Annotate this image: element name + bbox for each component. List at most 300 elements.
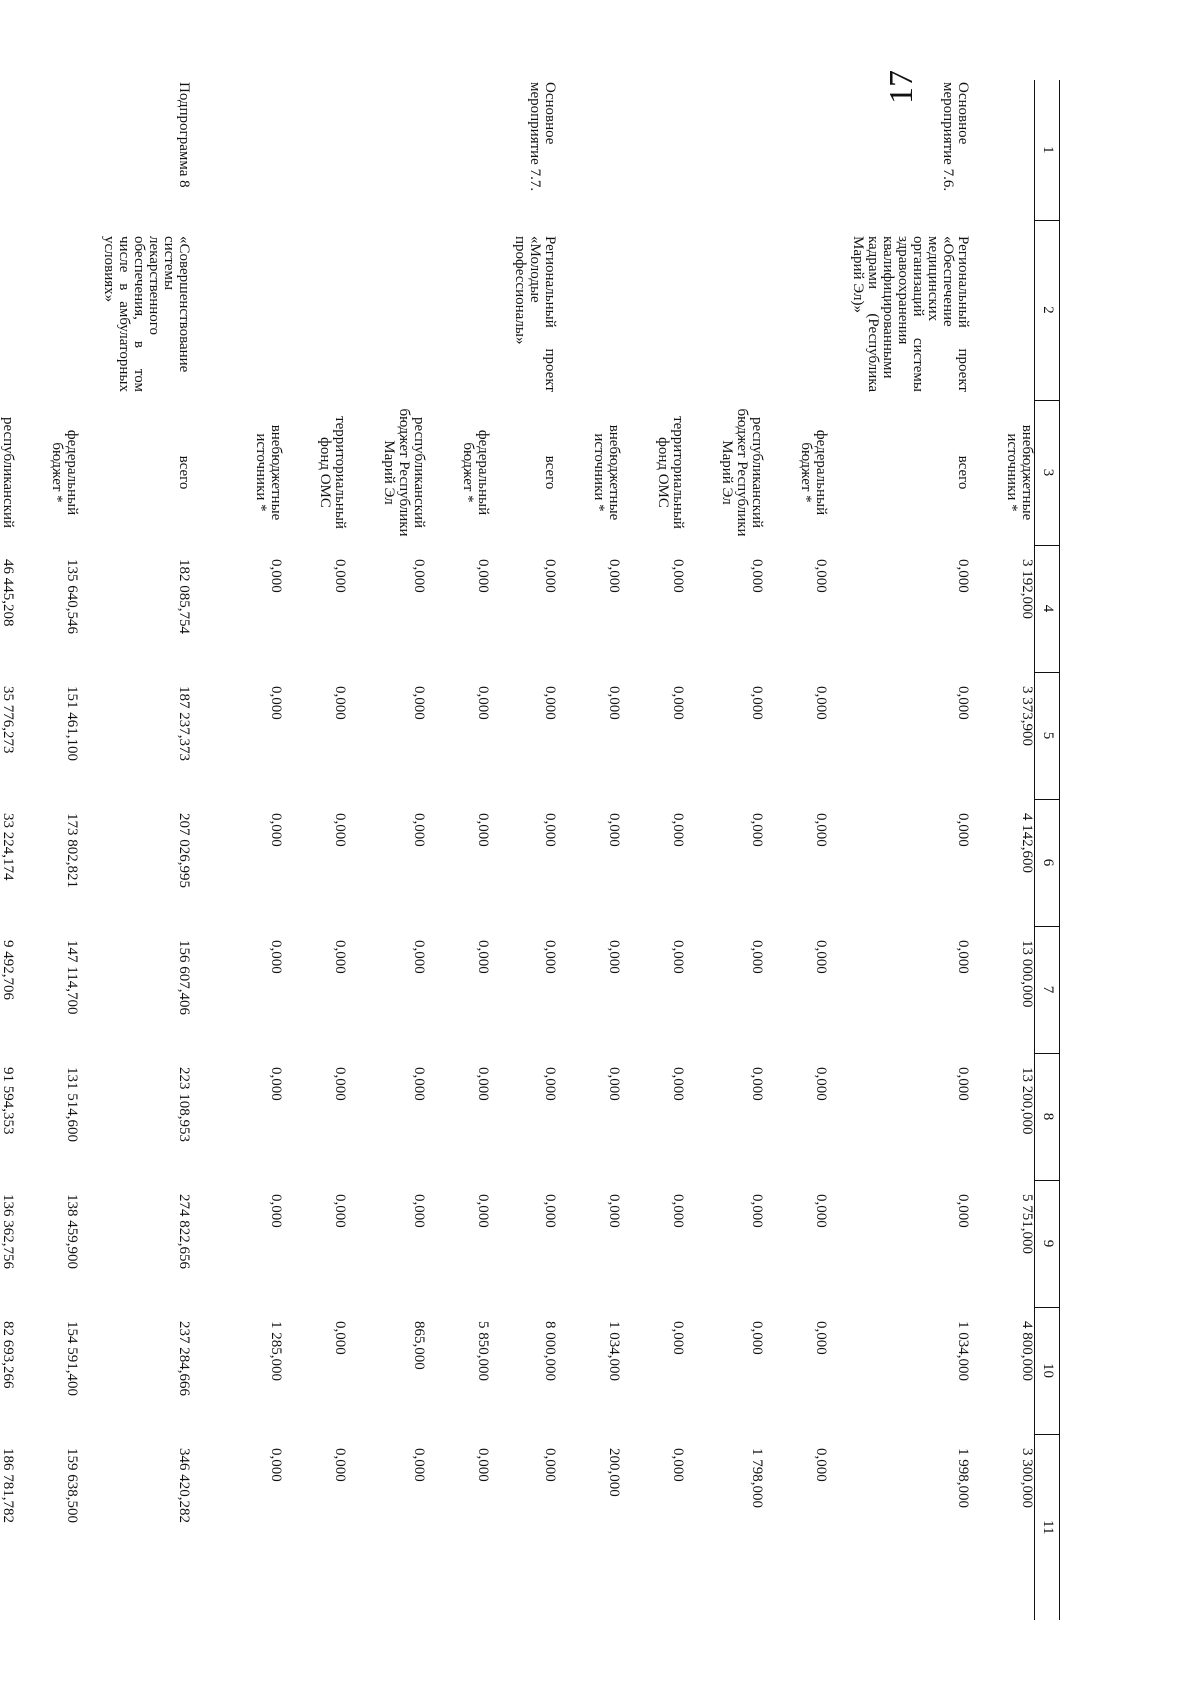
value-col-10: 0,000 — [813, 1321, 829, 1355]
value-col-4: 0,000 — [268, 559, 284, 593]
value-col-11: 3 300,000 — [1019, 1448, 1035, 1508]
value-col-4: 0,000 — [411, 559, 427, 593]
page-number: 17 — [883, 70, 920, 104]
value-col-9: 0,000 — [670, 1194, 686, 1228]
funding-source: федеральный бюджет * — [798, 429, 829, 516]
spacer-cell — [490, 80, 512, 220]
value-col-11: 0,000 — [268, 1448, 284, 1482]
value-col-7: 0,000 — [606, 940, 622, 974]
event-name — [719, 80, 764, 220]
spacer-cell — [426, 1180, 460, 1307]
spacer-cell — [283, 672, 317, 799]
column-header-5: 5 — [1035, 672, 1060, 799]
value-col-8: 223 108,953 — [176, 1067, 192, 1142]
value-col-9: 136 362,756 — [0, 1194, 16, 1269]
spacer-cell — [347, 672, 381, 799]
event-name — [798, 80, 828, 220]
funding-source: территориальный фонд ОМС — [655, 416, 686, 529]
spacer-cell — [621, 926, 655, 1053]
spacer-cell — [347, 220, 381, 400]
value-col-8: 0,000 — [606, 1067, 622, 1101]
value-col-6: 0,000 — [268, 813, 284, 847]
value-col-10: 1 285,000 — [268, 1321, 284, 1381]
spacer-cell — [970, 220, 1004, 400]
value-col-7: 0,000 — [475, 940, 491, 974]
event-name — [1004, 80, 1035, 220]
value-col-7: 13 000,000 — [1019, 940, 1035, 1008]
spacer-cell — [347, 926, 381, 1053]
funding-source: всего — [542, 455, 558, 490]
value-col-6: 0,000 — [332, 813, 348, 847]
spacer-cell — [79, 80, 101, 220]
spacer-cell — [621, 1180, 655, 1307]
spacer-cell — [970, 400, 1004, 545]
funding-source: всего — [176, 455, 192, 490]
value-col-9: 0,000 — [542, 1194, 558, 1228]
spacer-cell — [621, 545, 655, 672]
spacer-cell — [490, 1434, 512, 1620]
value-col-10: 237 284,666 — [176, 1321, 192, 1396]
table-row — [850, 80, 970, 1620]
event-name — [253, 80, 283, 220]
spacer-cell — [191, 1434, 253, 1620]
table-row — [317, 80, 347, 1620]
row-spacer — [15, 80, 49, 1620]
spacer-cell — [283, 1053, 317, 1180]
value-col-8: 0,000 — [411, 1067, 427, 1101]
spacer-cell — [79, 220, 101, 400]
row-spacer — [191, 80, 253, 1620]
event-name — [655, 80, 685, 220]
row-spacer — [347, 80, 381, 1620]
value-col-10: 1 034,000 — [955, 1321, 971, 1381]
value-col-4: 182 085,754 — [176, 559, 192, 634]
value-col-8: 0,000 — [749, 1067, 765, 1101]
spacer-cell — [79, 672, 101, 799]
value-col-6: 0,000 — [749, 813, 765, 847]
value-col-5: 0,000 — [955, 686, 971, 720]
value-col-11: 1 798,000 — [749, 1448, 765, 1508]
program-name: Региональный проект «Обеспечение медицинских организаций системы здравоохранения квалифицированными кадрами (Республика Марий Эл)» — [850, 236, 971, 392]
value-col-11: 200,000 — [606, 1448, 622, 1497]
spacer-cell — [79, 400, 101, 545]
value-col-7: 0,000 — [268, 940, 284, 974]
value-col-6: 4 142,600 — [1019, 813, 1035, 873]
spacer-cell — [490, 1180, 512, 1307]
value-col-8: 0,000 — [475, 1067, 491, 1101]
value-col-9: 0,000 — [332, 1194, 348, 1228]
spacer-cell — [970, 799, 1004, 926]
spacer-cell — [191, 400, 253, 545]
spacer-cell — [426, 545, 460, 672]
program-name — [719, 220, 764, 400]
column-header-11: 11 — [1035, 1434, 1060, 1620]
table-row — [253, 80, 283, 1620]
value-col-4: 3 192,000 — [1019, 559, 1035, 619]
value-col-4: 0,000 — [332, 559, 348, 593]
program-name — [253, 220, 283, 400]
spacer-cell — [621, 799, 655, 926]
value-col-4: 0,000 — [749, 559, 765, 593]
value-col-7: 0,000 — [670, 940, 686, 974]
table-row — [655, 80, 685, 1620]
spacer-cell — [283, 400, 317, 545]
spacer-cell — [426, 1053, 460, 1180]
value-col-10: 82 693,266 — [0, 1321, 16, 1389]
event-name — [591, 80, 621, 220]
spacer-cell — [283, 80, 317, 220]
column-header-1: 1 — [1035, 80, 1060, 220]
spacer-cell — [191, 799, 253, 926]
spacer-cell — [15, 545, 49, 672]
spacer-cell — [557, 672, 591, 799]
value-col-8: 131 514,600 — [64, 1067, 80, 1142]
value-col-6: 0,000 — [955, 813, 971, 847]
spacer-cell — [347, 400, 381, 545]
funding-source: федеральный бюджет * — [49, 429, 80, 516]
spacer-cell — [79, 1180, 101, 1307]
spacer-cell — [79, 1434, 101, 1620]
event-name — [381, 80, 426, 220]
spacer-cell — [828, 1307, 850, 1434]
value-col-8: 0,000 — [542, 1067, 558, 1101]
value-col-9: 138 459,900 — [64, 1194, 80, 1269]
value-col-11: 1 998,000 — [955, 1448, 971, 1508]
spacer-cell — [621, 220, 655, 400]
spacer-cell — [970, 1053, 1004, 1180]
value-col-5: 0,000 — [813, 686, 829, 720]
header-row — [1035, 80, 1060, 1620]
row-spacer — [685, 80, 719, 1620]
program-name — [1004, 220, 1035, 400]
spacer-cell — [621, 1053, 655, 1180]
column-header-10: 10 — [1035, 1307, 1060, 1434]
spacer-cell — [283, 1180, 317, 1307]
spacer-cell — [685, 1307, 719, 1434]
funding-source: республиканский бюджет Республики Марий Эл — [381, 408, 427, 537]
spacer-cell — [191, 80, 253, 220]
rotated-page — [0, 80, 1060, 1640]
value-col-10: 4 800,000 — [1019, 1321, 1035, 1381]
spacer-cell — [764, 799, 798, 926]
value-col-6: 33 224,174 — [0, 813, 16, 881]
value-col-9: 0,000 — [268, 1194, 284, 1228]
spacer-cell — [15, 1434, 49, 1620]
spacer-cell — [621, 1434, 655, 1620]
table-row — [1004, 80, 1035, 1620]
spacer-cell — [685, 799, 719, 926]
spacer-cell — [764, 1307, 798, 1434]
spacer-cell — [283, 799, 317, 926]
column-header-6: 6 — [1035, 799, 1060, 926]
spacer-cell — [970, 926, 1004, 1053]
value-col-7: 0,000 — [542, 940, 558, 974]
spacer-cell — [191, 220, 253, 400]
spacer-cell — [764, 545, 798, 672]
event-name — [317, 80, 347, 220]
value-col-5: 0,000 — [606, 686, 622, 720]
spacer-cell — [685, 926, 719, 1053]
value-col-4: 0,000 — [475, 559, 491, 593]
event-name — [460, 80, 490, 220]
spacer-cell — [15, 672, 49, 799]
value-col-7: 0,000 — [411, 940, 427, 974]
spacer-cell — [557, 545, 591, 672]
value-col-11: 346 420,282 — [176, 1448, 192, 1523]
value-col-7: 0,000 — [955, 940, 971, 974]
event-name — [0, 80, 15, 220]
column-header-3: 3 — [1035, 400, 1060, 545]
spacer-cell — [685, 1434, 719, 1620]
value-col-11: 0,000 — [332, 1448, 348, 1482]
value-col-11: 0,000 — [670, 1448, 686, 1482]
spacer-cell — [191, 545, 253, 672]
spacer-cell — [685, 80, 719, 220]
value-col-6: 0,000 — [475, 813, 491, 847]
spacer-cell — [347, 545, 381, 672]
spacer-cell — [828, 545, 850, 672]
value-col-10: 0,000 — [332, 1321, 348, 1355]
funding-source: внебюджетные источники * — [591, 424, 622, 521]
spacer-cell — [15, 1180, 49, 1307]
spacer-cell — [426, 672, 460, 799]
spacer-cell — [970, 1307, 1004, 1434]
row-spacer — [557, 80, 591, 1620]
table-row — [719, 80, 764, 1620]
spacer-cell — [426, 926, 460, 1053]
value-col-9: 0,000 — [606, 1194, 622, 1228]
spacer-cell — [191, 1307, 253, 1434]
column-header-7: 7 — [1035, 926, 1060, 1053]
row-spacer — [621, 80, 655, 1620]
event-name: Основное мероприятие 7.7. — [527, 82, 558, 192]
table-row — [460, 80, 490, 1620]
spacer-cell — [347, 799, 381, 926]
value-col-10: 865,000 — [411, 1321, 427, 1370]
column-header-8: 8 — [1035, 1053, 1060, 1180]
value-col-11: 0,000 — [542, 1448, 558, 1482]
value-col-8: 13 200,000 — [1019, 1067, 1035, 1135]
spacer-cell — [79, 545, 101, 672]
value-col-7: 147 114,700 — [64, 940, 80, 1015]
spacer-cell — [685, 672, 719, 799]
program-name — [0, 220, 15, 400]
value-col-10: 0,000 — [749, 1321, 765, 1355]
spacer-cell — [15, 1307, 49, 1434]
value-col-9: 0,000 — [813, 1194, 829, 1228]
spacer-cell — [970, 1434, 1004, 1620]
program-name — [655, 220, 685, 400]
value-col-7: 0,000 — [749, 940, 765, 974]
value-col-6: 207 026,995 — [176, 813, 192, 888]
table-row — [512, 80, 557, 1620]
value-col-4: 0,000 — [670, 559, 686, 593]
row-spacer — [828, 80, 850, 1620]
spacer-cell — [764, 1180, 798, 1307]
program-name — [381, 220, 426, 400]
spacer-cell — [828, 926, 850, 1053]
value-col-10: 154 591,400 — [64, 1321, 80, 1396]
spacer-cell — [283, 1307, 317, 1434]
row-spacer — [79, 80, 101, 1620]
value-col-5: 0,000 — [475, 686, 491, 720]
table-row — [0, 80, 15, 1620]
table-row — [101, 80, 191, 1620]
spacer-cell — [490, 545, 512, 672]
spacer-cell — [685, 400, 719, 545]
event-name — [49, 80, 79, 220]
column-header-9: 9 — [1035, 1180, 1060, 1307]
funding-source: республиканский — [0, 416, 16, 529]
row-spacer — [490, 80, 512, 1620]
value-col-5: 3 373,900 — [1019, 686, 1035, 746]
program-name — [591, 220, 621, 400]
spacer-cell — [191, 1180, 253, 1307]
table-row — [49, 80, 79, 1620]
program-name: «Совершенствование системы лекарственного обеспечения, в том числе в амбулаторных условиях» — [101, 236, 192, 392]
spacer-cell — [191, 672, 253, 799]
value-col-9: 5 751,000 — [1019, 1194, 1035, 1254]
program-name: Региональный проект «Молодые профессионалы» — [512, 236, 558, 392]
spacer-cell — [347, 1307, 381, 1434]
event-name: Подпрограмма 8 — [176, 82, 192, 188]
spacer-cell — [283, 545, 317, 672]
value-col-11: 0,000 — [475, 1448, 491, 1482]
event-name: Основное мероприятие 7.6. — [940, 82, 971, 192]
spacer-cell — [191, 1053, 253, 1180]
value-col-10: 8 000,000 — [542, 1321, 558, 1381]
spacer-cell — [621, 400, 655, 545]
value-col-5: 35 776,273 — [0, 686, 16, 754]
funding-source: федеральный бюджет * — [460, 429, 491, 516]
spacer-cell — [79, 1053, 101, 1180]
funding-source: республиканский бюджет Республики Марий Эл — [719, 408, 765, 537]
spacer-cell — [283, 220, 317, 400]
spacer-cell — [828, 220, 850, 400]
spacer-cell — [490, 1053, 512, 1180]
spacer-cell — [79, 799, 101, 926]
spacer-cell — [970, 1180, 1004, 1307]
spacer-cell — [764, 926, 798, 1053]
row-spacer — [764, 80, 798, 1620]
spacer-cell — [828, 1180, 850, 1307]
spacer-cell — [970, 545, 1004, 672]
spacer-cell — [828, 400, 850, 545]
spacer-cell — [490, 672, 512, 799]
spacer-cell — [970, 80, 1004, 220]
spacer-cell — [15, 220, 49, 400]
value-col-5: 0,000 — [268, 686, 284, 720]
funding-source: всего — [955, 455, 971, 490]
value-col-8: 0,000 — [670, 1067, 686, 1101]
value-col-8: 0,000 — [332, 1067, 348, 1101]
spacer-cell — [557, 220, 591, 400]
spacer-cell — [15, 400, 49, 545]
value-col-5: 151 461,100 — [64, 686, 80, 761]
funding-source: территориальный фонд ОМС — [317, 416, 348, 529]
table-body — [0, 80, 1035, 1620]
spacer-cell — [490, 1307, 512, 1434]
value-col-11: 159 638,500 — [64, 1448, 80, 1523]
value-col-9: 0,000 — [475, 1194, 491, 1228]
value-col-6: 0,000 — [606, 813, 622, 847]
spacer-cell — [426, 80, 460, 220]
value-col-9: 0,000 — [749, 1194, 765, 1228]
table-row — [798, 80, 828, 1620]
budget-table — [0, 80, 1060, 1620]
value-col-7: 156 607,406 — [176, 940, 192, 1015]
spacer-cell — [79, 926, 101, 1053]
spacer-cell — [557, 1307, 591, 1434]
funding-source: внебюджетные источники * — [1004, 424, 1035, 521]
spacer-cell — [764, 80, 798, 220]
funding-source: внебюджетные источники * — [253, 424, 284, 521]
column-header-4: 4 — [1035, 545, 1060, 672]
value-col-4: 135 640,546 — [64, 559, 80, 634]
row-spacer — [283, 80, 317, 1620]
spacer-cell — [828, 672, 850, 799]
value-col-4: 0,000 — [606, 559, 622, 593]
spacer-cell — [347, 80, 381, 220]
spacer-cell — [557, 1434, 591, 1620]
spacer-cell — [426, 400, 460, 545]
spacer-cell — [970, 672, 1004, 799]
spacer-cell — [15, 80, 49, 220]
spacer-cell — [685, 220, 719, 400]
spacer-cell — [426, 1434, 460, 1620]
value-col-11: 0,000 — [813, 1448, 829, 1482]
spacer-cell — [490, 926, 512, 1053]
value-col-4: 0,000 — [955, 559, 971, 593]
program-name — [317, 220, 347, 400]
value-col-6: 173 802,821 — [64, 813, 80, 888]
program-name — [798, 220, 828, 400]
spacer-cell — [426, 799, 460, 926]
row-spacer — [970, 80, 1004, 1620]
spacer-cell — [828, 799, 850, 926]
value-col-6: 0,000 — [670, 813, 686, 847]
spacer-cell — [283, 926, 317, 1053]
value-col-10: 0,000 — [670, 1321, 686, 1355]
spacer-cell — [557, 1053, 591, 1180]
spacer-cell — [621, 672, 655, 799]
spacer-cell — [764, 1053, 798, 1180]
spacer-cell — [764, 400, 798, 545]
value-col-5: 0,000 — [542, 686, 558, 720]
spacer-cell — [490, 220, 512, 400]
value-col-8: 0,000 — [268, 1067, 284, 1101]
spacer-cell — [347, 1434, 381, 1620]
spacer-cell — [426, 220, 460, 400]
value-col-11: 186 781,782 — [0, 1448, 16, 1523]
value-col-5: 0,000 — [670, 686, 686, 720]
spacer-cell — [15, 1053, 49, 1180]
value-col-8: 91 594,353 — [0, 1067, 16, 1135]
value-col-9: 274 822,656 — [176, 1194, 192, 1269]
spacer-cell — [764, 220, 798, 400]
program-name — [49, 220, 79, 400]
value-col-5: 187 237,373 — [176, 686, 192, 761]
value-col-9: 0,000 — [955, 1194, 971, 1228]
spacer-cell — [557, 80, 591, 220]
table-row — [381, 80, 426, 1620]
spacer-cell — [347, 1053, 381, 1180]
value-col-7: 0,000 — [813, 940, 829, 974]
spacer-cell — [490, 799, 512, 926]
value-col-11: 0,000 — [411, 1448, 427, 1482]
spacer-cell — [15, 799, 49, 926]
value-col-10: 1 034,000 — [606, 1321, 622, 1381]
